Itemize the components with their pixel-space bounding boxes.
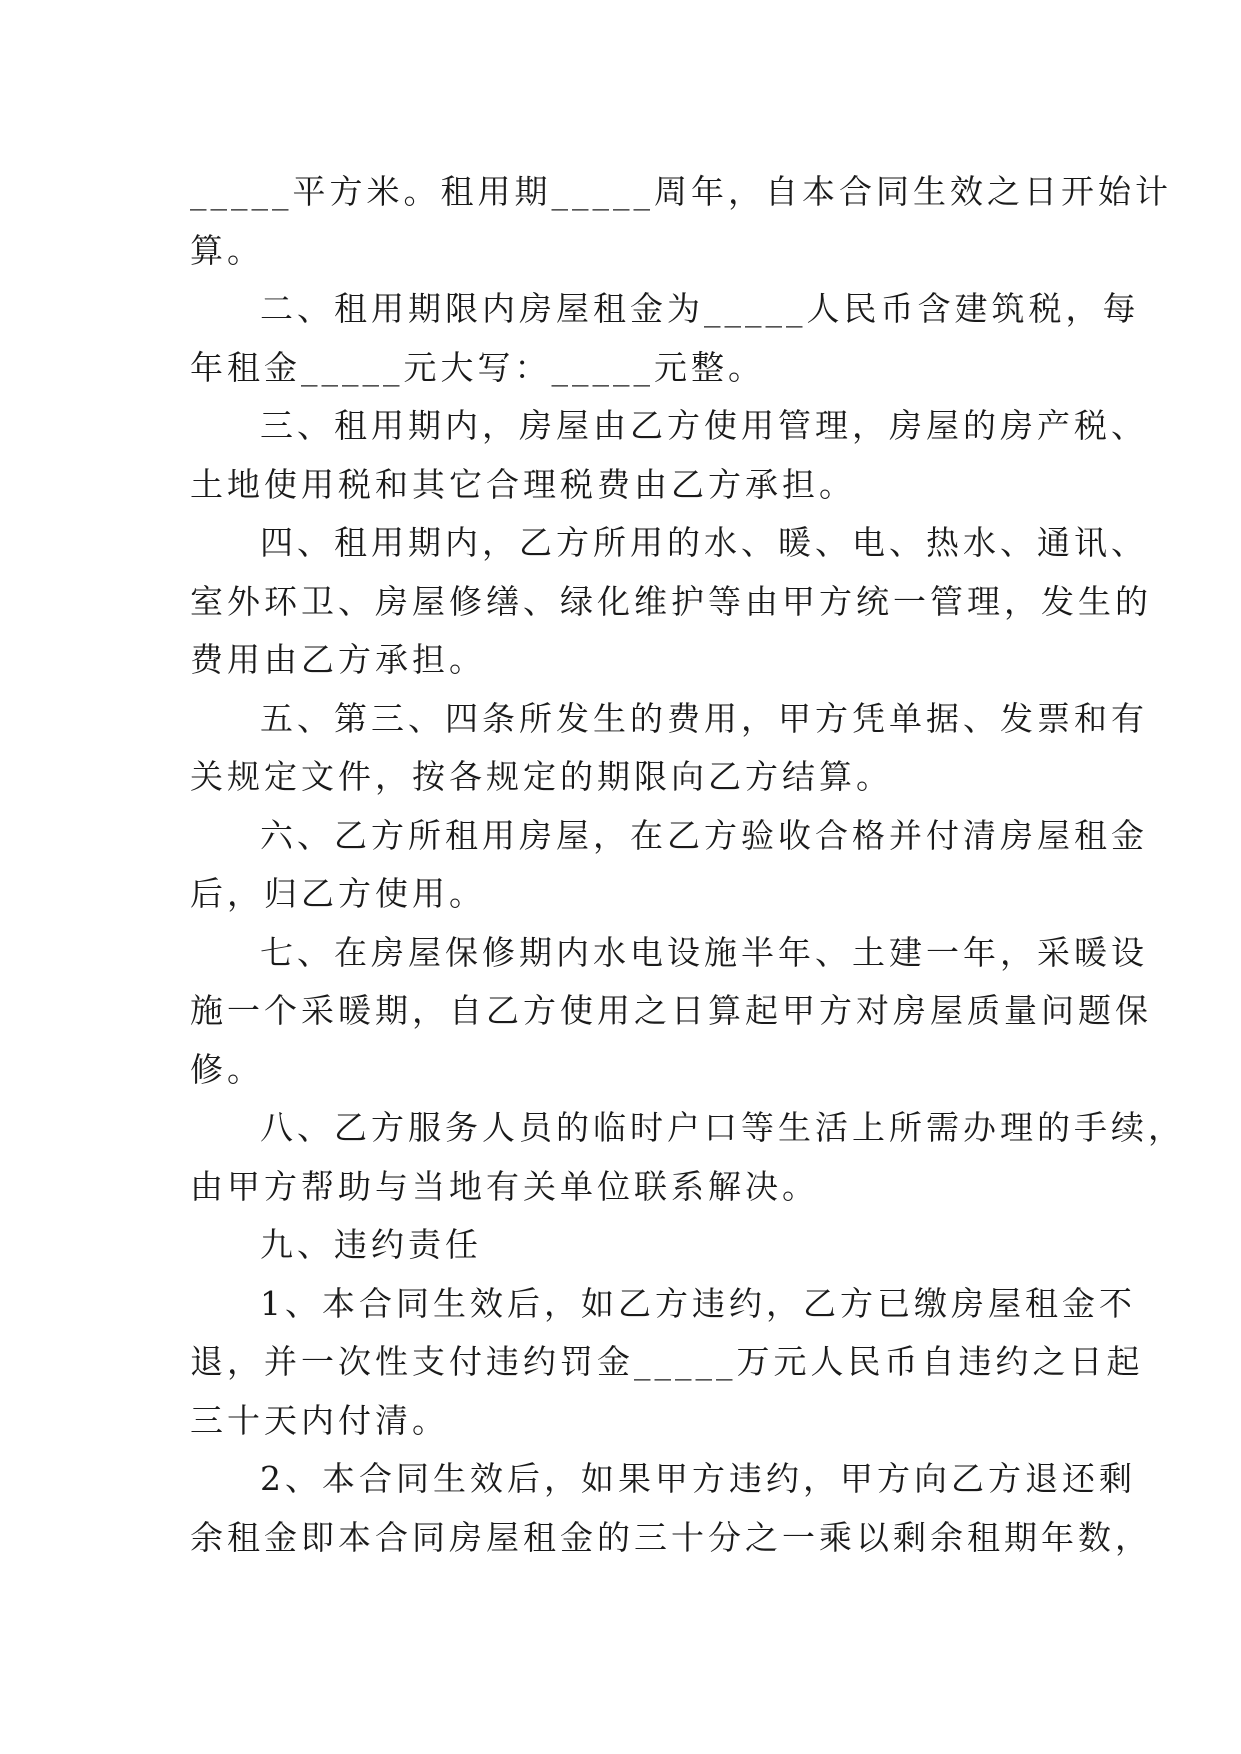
contract-body-text — [190, 163, 1185, 1567]
text-line: 五、第三、四条所发生的费用，甲方凭单据、发票和有 — [260, 698, 1148, 738]
text-line: 年租金_____元大写：_____元整。 — [190, 347, 765, 387]
text-line: 费用由乙方承担。 — [190, 640, 486, 679]
text-line: 后，归乙方使用。 — [190, 874, 486, 913]
text-line: 由甲方帮助与当地有关单位联系解决。 — [190, 1166, 819, 1206]
text-line: 施一个采暖期，自乙方使用之日算起甲方对房屋质量问题保 — [190, 991, 1152, 1030]
text-line: 七、在房屋保修期内水电设施半年、土建一年，采暖设 — [260, 932, 1148, 972]
text-line: 六、乙方所租用房屋，在乙方验收合格并付清房屋租金 — [260, 815, 1148, 855]
text-line: 三十天内付清。 — [190, 1400, 449, 1440]
text-line: _____平方米。租用期_____周年，自本合同生效之日开始计 — [190, 172, 1172, 211]
text-line: 关规定文件，按各规定的期限向乙方结算。 — [190, 757, 893, 796]
text-line: 室外环卫、房屋修缮、绿化维护等由甲方统一管理，发生的 — [190, 581, 1152, 621]
text-line: 土地使用税和其它合理税费由乙方承担。 — [190, 464, 856, 504]
text-line: 算。 — [190, 230, 264, 270]
text-line: 余租金即本合同房屋租金的三十分之一乘以剩余租期年数， — [190, 1517, 1152, 1557]
text-line: 修。 — [190, 1049, 264, 1089]
text-line: 二、租用期限内房屋租金为_____人民币含建筑税，每 — [260, 289, 1140, 328]
text-line: 1、本合同生效后，如乙方违约，乙方已缴房屋租金不 — [260, 1283, 1136, 1323]
text-line: 八、乙方服务人员的临时户口等生活上所需办理的手续， — [260, 1108, 1185, 1147]
text-line: 退，并一次性支付违约罚金_____万元人民币自违约之日起 — [190, 1342, 1144, 1381]
text-line: 九、违约责任 — [260, 1225, 482, 1264]
text-line: 2、本合同生效后，如果甲方违约，甲方向乙方退还剩 — [260, 1459, 1136, 1498]
text-line: 四、租用期内，乙方所用的水、暖、电、热水、通讯、 — [260, 523, 1148, 562]
text-line: 三、租用期内，房屋由乙方使用管理，房屋的房产税、 — [260, 406, 1148, 445]
